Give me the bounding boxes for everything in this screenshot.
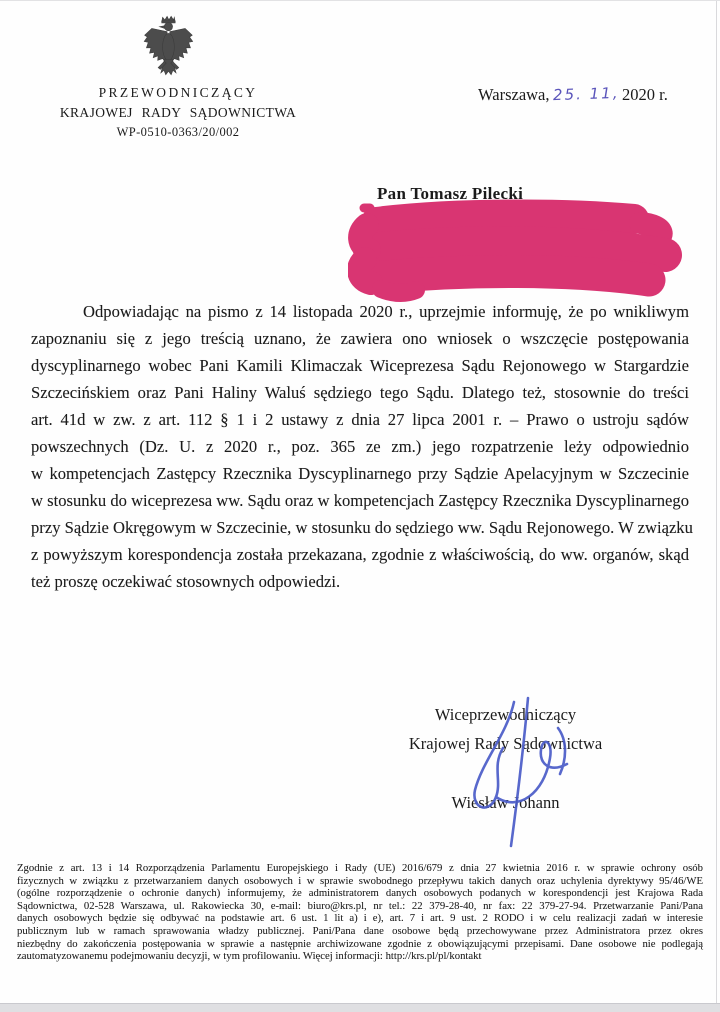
- body-line: dyscyplinarnego wobec Pani Kamili Klimaczak Wiceprezesa Sądu Rejonowego w Stargardzie: [31, 356, 689, 375]
- footer-line: publicznym lub w ramach sprawowania władzy publicznej. Pani/Pana dane osobowe będą przechowywane przez Administratora przez okres: [17, 924, 703, 937]
- reference-number: WP-0510-0363/20/002: [116, 125, 240, 139]
- footer-line: Sądownictwa, 02-528 Warszawa, ul. Rakowiecka 30, e-mail: biuro@krs.pl, nr tel.: 22 379-28-40, nr fax: 22 379-27-94. Przetwarzanie Pani/Pana: [17, 899, 703, 912]
- body-line: z powyższym korespondencja została przekazana, zgodnie z właściwością, do ww. organów, skąd: [31, 545, 689, 564]
- body-line: też proszę oczekiwać stosownych odpowiedzi.: [31, 572, 341, 591]
- polish-eagle-emblem-icon: [141, 14, 195, 78]
- signer-name: Wiesław Johann: [451, 793, 560, 812]
- signer-title-line1: Wiceprzewodniczący: [434, 705, 577, 724]
- addressee-name: Pan Tomasz Pilecki: [377, 184, 524, 203]
- footer-line: zautomatyzowanemu podejmowaniu decyzji, w tym profilowaniu. Więcej informacji: http://krs.pl/pl/kontakt: [17, 950, 482, 963]
- footer-line: fizycznych w związku z przetwarzaniem danych osobowych i w sprawie swobodnego przepływu takich danych oraz uchylenia dyrektywy 95/46/WE: [17, 874, 703, 887]
- scan-edge-line: [716, 1, 717, 1003]
- dateline: [478, 85, 668, 105]
- body-line: w stosunku do wiceprezesa ww. Sądu oraz w kompetencjach Zastępcy Rzecznika Dyscyplinarnego: [31, 491, 689, 510]
- sender-office-block: [56, 85, 300, 140]
- body-line: przy Sądzie Okręgowym w Szczecinie, w stosunku do sędziego ww. Sądu Rejonowego. W związku: [31, 518, 693, 537]
- footer-line: niezbędny do zakończenia postępowania w sprawie a następnie archiwizowane zgodnie z obowiązującymi przepisami. Dane osobowe nie podlegają: [17, 937, 703, 950]
- body-line: art. 41d w zw. z art. 112 § 1 i 2 ustawy z dnia 27 lipca 2001 r. – Prawo o ustroju sądów: [31, 410, 689, 429]
- gdpr-footer: [17, 862, 703, 963]
- closing-block: [378, 705, 633, 813]
- signer-title-line2: Krajowej Rady Sądownictwa: [408, 734, 603, 753]
- body-line: Odpowiadając na pismo z 14 listopada 2020 r., uprzejmie informuję, że po wnikliwym: [83, 302, 689, 321]
- body-line: zapoznaniu się z jego treścią uznano, że zawiera ono wniosek o wszczęcie postępowania: [31, 329, 689, 348]
- office-title-line2: KRAJOWEJ RADY SĄDOWNICTWA: [59, 105, 297, 120]
- body-line: Szczecińskiem oraz Pani Haliny Waluś sędziego tego Sądu. Dlatego też, stosownie do treści: [31, 383, 689, 402]
- date-year: 2020 r.: [622, 85, 668, 104]
- body-line: powszechnych (Dz. U. z 2020 r., poz. 365 ze zm.) jego rozpatrzenie leży odpowiednio: [31, 437, 689, 456]
- handwritten-date: 25. 11,: [552, 83, 620, 105]
- letter-body: [31, 298, 693, 595]
- office-title-line1: PRZEWODNICZĄCY: [98, 85, 258, 100]
- address-redaction-scribble: [348, 198, 688, 302]
- footer-line: Zgodnie z art. 13 i 14 Rozporządzenia Parlamentu Europejskiego i Rady (UE) 2016/679 z dnia 27 kwietnia 2016 r. w sprawie ochrony osób: [17, 862, 703, 874]
- place-label: Warszawa,: [478, 85, 550, 104]
- body-line: w kompetencjach Zastępcy Rzecznika Dyscyplinarnego przy Sądzie Apelacyjnym w Szczecinie: [31, 464, 689, 483]
- footer-line: danych osobowych będzie się odbywać na podstawie art. 6 ust. 1 lit a) i e), art. 7 i art. 9 ust. 2 RODO i w celu realizacji zadań w interesie: [17, 912, 703, 925]
- footer-line: (ogólne rozporządzenie o ochronie danych) informujemy, że administratorem danych osobowych podanych w korespondencji jest Krajowa Rada: [17, 887, 703, 900]
